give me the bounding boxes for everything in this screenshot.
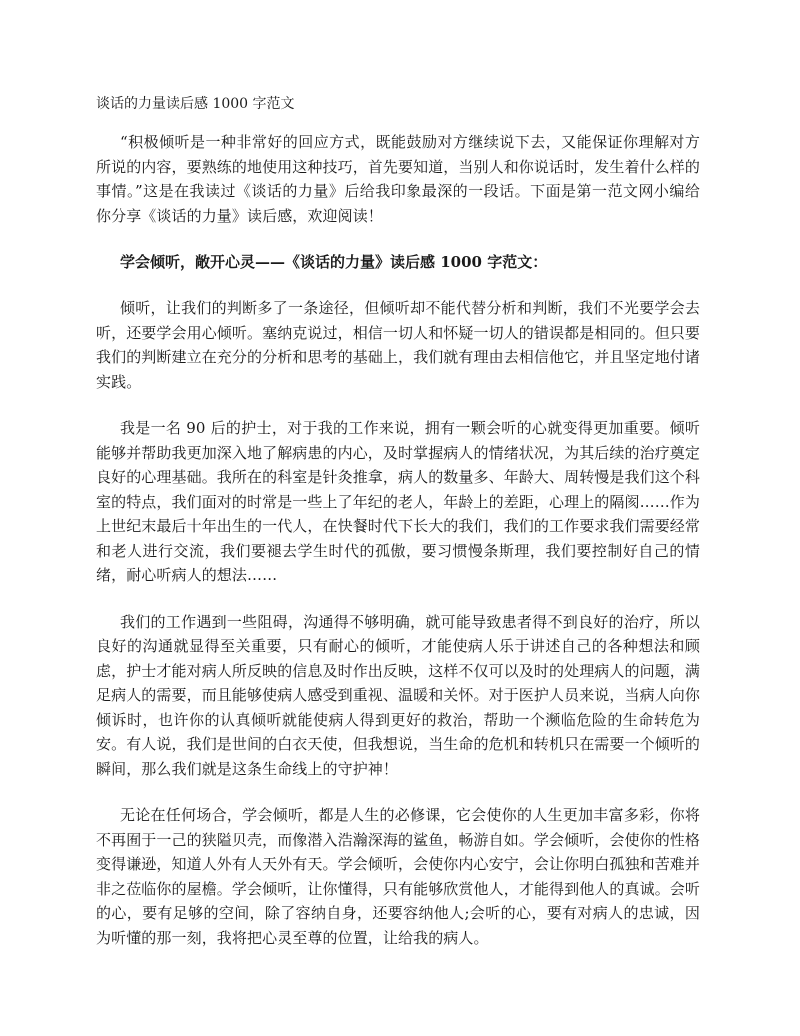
section-heading: 学会倾听，敞开心灵——《谈话的力量》读后感 1000 字范文： bbox=[120, 253, 548, 271]
document-page bbox=[96, 94, 700, 972]
intro-paragraph: “积极倾听是一种非常好的回应方式，既能鼓励对方继续说下去，又能保证你理解对方所说的内容，要熟练的地使用这种技巧，首先要知道，当别人和你说话时，发生着什么样的事情。”这是在我读过《谈话的力量》后给我印象最深的一段话。下面是第一范文网小编给你分享《谈话的力量》读后感，欢迎阅读！ bbox=[96, 133, 701, 225]
body-paragraph: 倾听，让我们的判断多了一条途径，但倾听却不能代替分析和判断，我们不光要学会去听，还要学会用心倾听。塞纳克说过，相信一切人和怀疑一切人的错误都是相同的。但只要我们的判断建立在充分的分析和思考的基础上，我们就有理由去相信他它，并且坚定地付诸实践。 bbox=[96, 299, 701, 391]
document-title: 谈话的力量读后感 1000 字范文 bbox=[96, 96, 295, 112]
body-paragraph: 无论在任何场合，学会倾听，都是人生的必修课，它会使你的人生更加丰富多彩，你将不再囿于一己的狭隘贝壳，而像潜入浩瀚深海的鲨鱼，畅游自如。学会倾听，会使你的性格变得谦逊，知道人外有人天外有天。学会倾听，会使你内心安宁，会让你明白孤独和苦难并非之莅临你的屋檐。学会倾听，让你懂得，只有能够欣赏他人，才能得到他人的真诚。会听的心，要有足够的空间，除了容纳自身，还要容纳他人;会听的心，要有对病人的忠诚，因为听懂的那一刻，我将把心灵至尊的位置，让给我的病人。 bbox=[96, 806, 701, 947]
body-paragraph: 我是一名 90 后的护士，对于我的工作来说，拥有一颗会听的心就变得更加重要。倾听能够并帮助我更加深入地了解病患的内心，及时掌握病人的情绪状况，为其后续的治疗奠定良好的心理基础。我所在的科室是针灸推拿，病人的数量多、年龄大、周转慢是我们这个科室的特点，我们面对的时常是一些上了年纪的老人，年龄上的差距，心理上的隔阂……作为上世纪末最后十年出生的一代人，在快餐时代下长大的我们，我们的工作要求我们需要经常和老人进行交流，我们要褪去学生时代的孤傲，要习惯慢条斯理，我们要控制好自己的情绪，耐心听病人的想法…… bbox=[96, 419, 701, 584]
body-paragraph: 我们的工作遇到一些阻碍，沟通得不够明确，就可能导致患者得不到良好的治疗，所以良好的沟通就显得至关重要，只有耐心的倾听，才能使病人乐于讲述自己的各种想法和顾虑，护士才能对病人所反映的信息及时作出反映，这样不仅可以及时的处理病人的问题，满足病人的需要，而且能够使病人感受到重视、温暖和关怀。对于医护人员来说，当病人向你倾诉时，也许你的认真倾听就能使病人得到更好的救治，帮助一个濒临危险的生命转危为安。有人说，我们是世间的白衣天使，但我想说，当生命的危机和转机只在需要一个倾听的瞬间，那么我们就是这条生命线上的守护神！ bbox=[96, 612, 701, 778]
